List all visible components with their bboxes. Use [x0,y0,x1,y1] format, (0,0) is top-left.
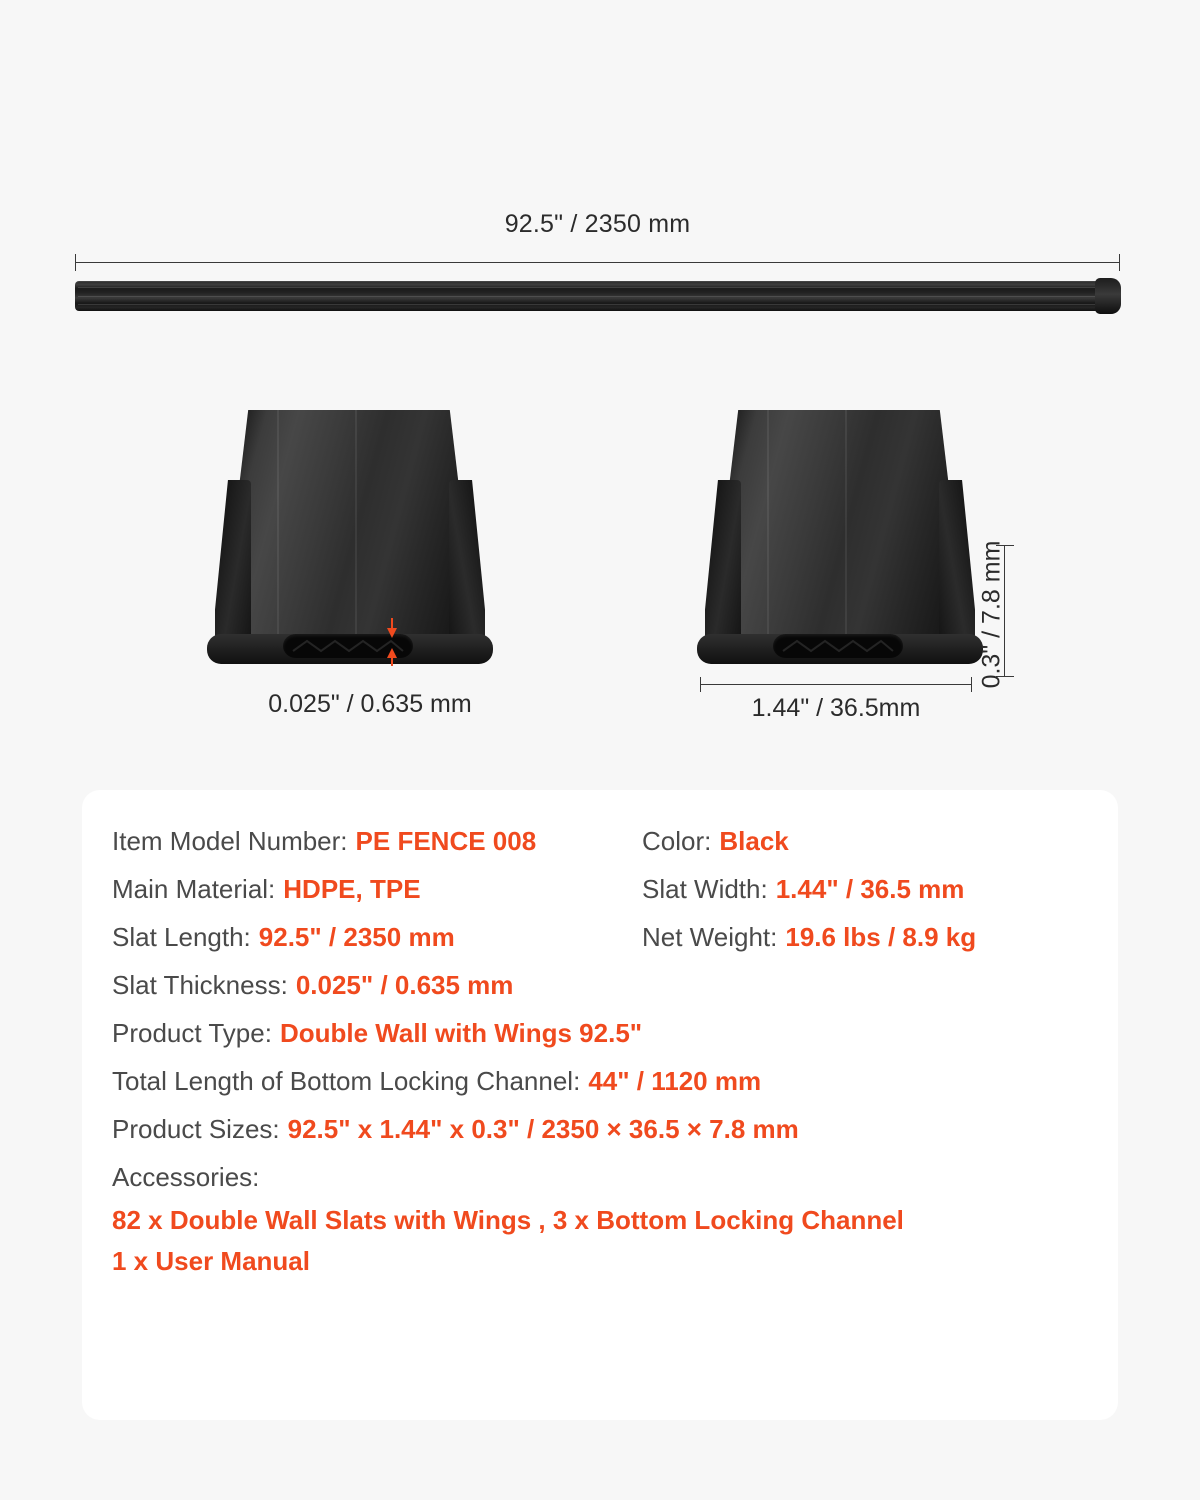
spec-item-net-weight [642,922,976,953]
width-dimension-label: 1.44" / 36.5mm [751,694,921,722]
spec-label: Product Sizes: [112,1114,280,1144]
height-dimension-label: 0.3" / 7.8 mm [977,540,1006,689]
length-dimension-line [75,262,1120,263]
specification-card [82,790,1118,1420]
spec-row [112,1066,1118,1097]
spec-item-slat-thickness [112,970,513,1001]
spec-label: Slat Width: [642,874,768,904]
accessories-line-1: 82 x Double Wall Slats with Wings , 3 x Bottom Locking Channel [112,1205,904,1235]
cross-section-right-ridge-2 [845,410,847,642]
slat-groove-top [78,287,1097,288]
spec-label: Net Weight: [642,922,778,952]
slat-groove-bottom [78,304,1097,305]
cross-section-width-view [695,410,985,670]
spec-item-product-type [112,1018,642,1049]
specification-list [82,790,1118,1277]
spec-value: 0.025" / 0.635 mm [295,970,514,1000]
cross-section-right-shell [695,410,985,670]
length-dimension-group [75,210,1120,280]
spec-item-locking-channel-length [112,1066,761,1097]
spec-value: 44" / 1120 mm [588,1066,762,1096]
spec-item-slat-length [112,922,642,953]
thickness-dimension-label: 0.025" / 0.635 mm [268,690,472,718]
cross-section-left-shell [205,410,495,670]
cross-section-right-ridge-1 [767,410,769,642]
cross-section-left-ridge-1 [277,410,279,642]
spec-value: 1.44" / 36.5 mm [775,874,965,904]
length-dimension-tick-right [1119,254,1120,271]
thickness-arrow-icon [385,618,399,666]
spec-item-color [642,826,789,857]
spec-value: PE FENCE 008 [355,826,537,856]
slat-groove-mid [78,296,1097,297]
spec-item-slat-width [642,874,964,905]
spec-label: Slat Length: [112,922,251,952]
spec-item-main-material [112,874,642,905]
cross-section-thickness-view [205,410,495,670]
spec-row [112,1018,1118,1049]
cross-section-left-face [223,410,475,656]
width-dimension-tick-left [700,677,701,692]
spec-value: 92.5" x 1.44" x 0.3" / 2350 × 36.5 × 7.8 mm [287,1114,799,1144]
spec-item-model-number [112,826,642,857]
spec-row [112,826,1118,857]
cross-section-left-ridge-2 [355,410,357,642]
spec-value: HDPE, TPE [283,874,421,904]
spec-item-product-sizes [112,1114,799,1145]
width-dimension-group [700,672,972,732]
spec-label: Main Material: [112,874,276,904]
spec-label: Color: [642,826,712,856]
length-dimension-tick-left [75,254,76,271]
cross-section-left-wing-left [215,480,251,660]
length-dimension-label: 92.5" / 2350 mm [504,210,691,238]
spec-value: Double Wall with Wings 92.5" [279,1018,643,1048]
height-dimension-group [960,540,1030,745]
cross-section-right-cavity [773,634,903,658]
cross-section-right-wing-left [705,480,741,660]
accessories-line-2: 1 x User Manual [112,1246,310,1276]
spec-label: Product Type: [112,1018,272,1048]
cross-section-right-face [713,410,965,656]
accessories-label: Accessories: [112,1162,260,1192]
slat-long-profile-image [75,276,1121,318]
spec-value: 92.5" / 2350 mm [258,922,455,952]
cavity-zigzag-icon [781,638,895,654]
spec-row [112,922,1118,953]
spec-row [112,874,1118,905]
cross-section-left-wing-right [449,480,485,660]
spec-label: Total Length of Bottom Locking Channel: [112,1066,581,1096]
width-dimension-line [700,684,972,685]
slat-end-cap [1095,278,1121,314]
spec-row [112,970,1118,1001]
spec-label: Item Model Number: [112,826,348,856]
spec-label: Slat Thickness: [112,970,288,1000]
spec-value: 19.6 lbs / 8.9 kg [785,922,977,952]
spec-row [112,1114,1118,1145]
spec-value: Black [719,826,789,856]
